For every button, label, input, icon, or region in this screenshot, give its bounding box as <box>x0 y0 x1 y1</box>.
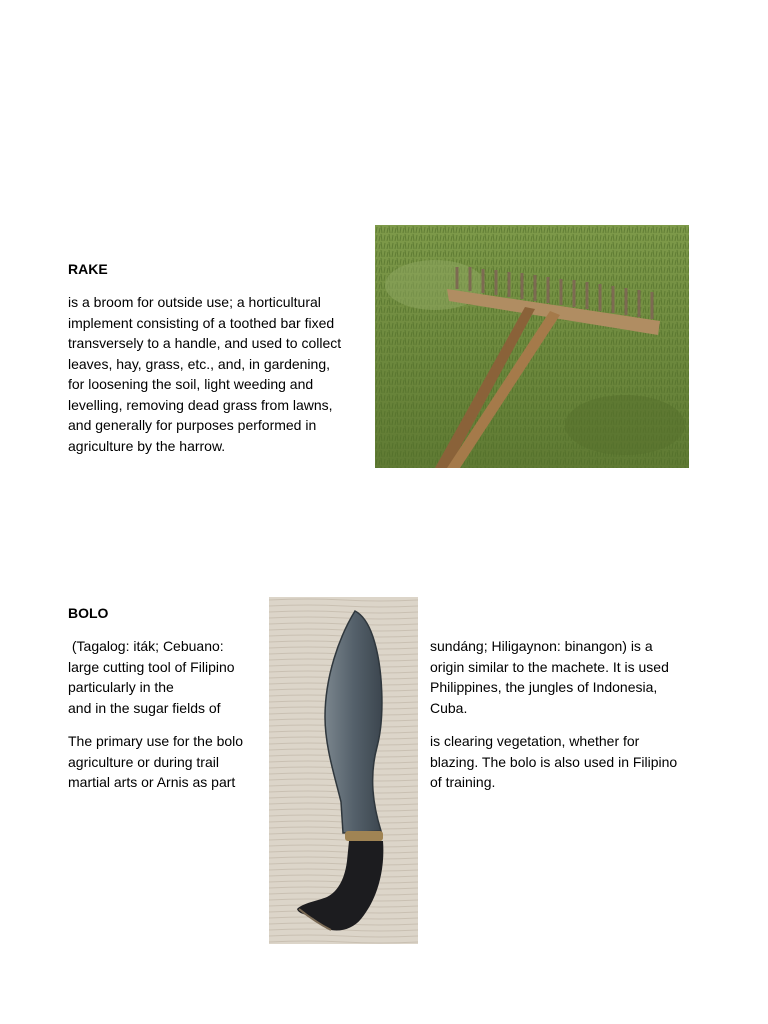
rake-line: transversely to a handle, and used to collect <box>68 335 342 351</box>
bolo-line: origin similar to the machete. It is used <box>430 658 669 675</box>
rake-description <box>68 292 341 456</box>
bolo-line: of training. <box>430 774 496 790</box>
rake-line: is a broom for outside use; a horticultural <box>68 294 321 310</box>
bolo-line: particularly in the <box>68 679 174 695</box>
rake-line: and generally for purposes performed in <box>68 417 317 433</box>
rake-photo <box>375 225 689 468</box>
bolo-right-paragraph-2 <box>430 731 677 793</box>
bolo-line: (Tagalog: iták; Cebuano: <box>68 638 224 654</box>
bolo-line: Cuba. <box>430 699 468 716</box>
bolo-left-paragraph-1 <box>68 636 235 718</box>
bolo-left-paragraph-2 <box>68 731 243 793</box>
bolo-line: The primary use for the bolo <box>68 733 244 749</box>
bolo-line: is clearing vegetation, whether for <box>430 733 640 749</box>
rake-heading: RAKE <box>68 261 108 277</box>
bolo-photo <box>269 597 418 944</box>
bolo-line: and in the sugar fields of <box>68 699 221 716</box>
bolo-line: martial arts or Arnis as part <box>68 774 236 790</box>
bolo-line: blazing. The bolo is also used in Filipino <box>430 753 678 770</box>
rake-line: leaves, hay, grass, etc., and, in gardening, <box>68 355 331 372</box>
rake-line: levelling, removing dead grass from lawns, <box>68 396 333 413</box>
bolo-right-paragraph-1 <box>430 636 669 718</box>
bolo-line: Philippines, the jungles of Indonesia, <box>430 679 658 695</box>
bolo-heading: BOLO <box>68 605 109 621</box>
rake-line: implement consisting of a toothed bar fixed <box>68 314 335 331</box>
bolo-line: agriculture or during trail <box>68 753 219 770</box>
bolo-line: sundáng; Hiligaynon: binangon) is a <box>430 638 653 654</box>
rake-line: for loosening the soil, light weeding and <box>68 376 314 392</box>
bolo-line: large cutting tool of Filipino <box>68 658 235 675</box>
rake-line: agriculture by the harrow. <box>68 437 226 454</box>
